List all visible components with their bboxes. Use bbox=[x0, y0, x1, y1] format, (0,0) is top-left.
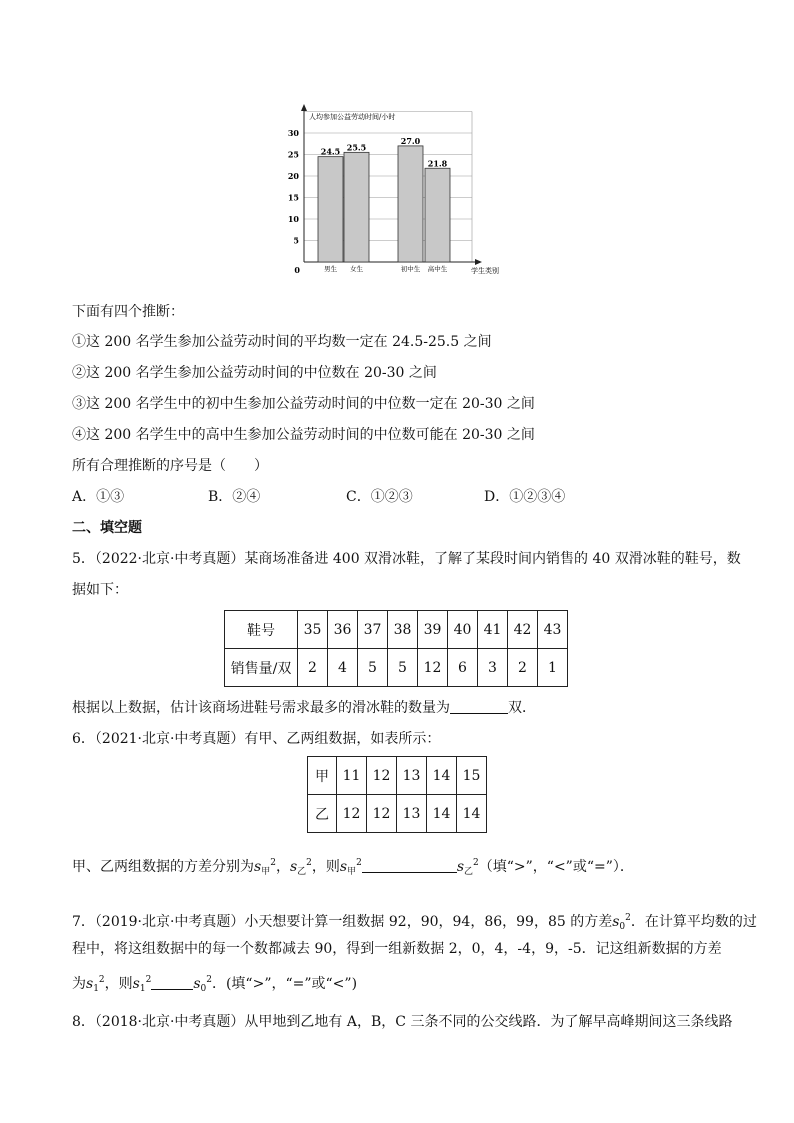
q6-cell: 13 bbox=[397, 795, 427, 833]
q6-row-yi bbox=[308, 795, 487, 833]
q8-line-1: 8．（2018·北京·中考真题）从甲地到乙地有 A，B，C 三条不同的公交线路．为了解早高峰期间这三条线路 bbox=[72, 1014, 733, 1030]
q6-cell: 14 bbox=[457, 795, 487, 833]
q5-cell: 12 bbox=[418, 649, 448, 687]
q4-option-c[interactable]: C．①②③ bbox=[346, 489, 413, 505]
q4-option-d[interactable]: D．①②③④ bbox=[484, 489, 566, 505]
q5-cell: 40 bbox=[448, 611, 478, 649]
y-tick-label: 10 bbox=[287, 214, 299, 224]
q7-answer-blank[interactable] bbox=[151, 975, 193, 990]
q6-text-a: 甲、乙两组数据的方差分别为 bbox=[72, 859, 254, 875]
q7-sub-1: 1 bbox=[93, 984, 99, 994]
q7-line-3 bbox=[72, 970, 357, 999]
q6-s: s bbox=[289, 859, 298, 875]
q7-text-1b: ．在计算平均数的过 bbox=[630, 914, 757, 930]
q6-cell: 15 bbox=[457, 757, 487, 795]
q5-table bbox=[224, 610, 568, 687]
q4-statement-4: ④这 200 名学生中的高中生参加公益劳动时间的中位数可能在 20-30 之间 bbox=[72, 427, 535, 443]
q7-sub-0: 0 bbox=[200, 984, 207, 994]
q6-cell: 乙 bbox=[308, 795, 337, 833]
q6-row-jia bbox=[308, 757, 487, 795]
q7-sup: 2 bbox=[625, 913, 631, 923]
x-axis-arrow bbox=[475, 259, 482, 265]
q6-sub-jia: 甲 bbox=[347, 867, 357, 877]
q4-ask: 所有合理推断的序号是（ ） bbox=[72, 458, 268, 474]
q7-text-1a: 7．（2019·北京·中考真题）小天想要计算一组数据 92，90，94，86，99，85 的方差 bbox=[72, 914, 613, 930]
q5-cell: 鞋号 bbox=[225, 611, 298, 649]
q5-data-row bbox=[225, 649, 568, 687]
category-labels bbox=[324, 264, 448, 273]
q4-option-b[interactable]: B．②④ bbox=[208, 489, 261, 505]
q6-fill-hint: （填“>”，“<”或“=”）． bbox=[478, 859, 634, 875]
q7-s: s bbox=[86, 976, 94, 992]
y-tick-labels bbox=[288, 128, 301, 275]
q6-cell: 13 bbox=[397, 757, 427, 795]
q7-sub-0: 0 bbox=[619, 922, 626, 932]
y-tick-label: 20 bbox=[287, 171, 299, 181]
q7-line-2: 程中，将这组数据中的每一个数都减去 90，得到一组新数据 2，0，4，-4，9，-5．记这组新数据的方差 bbox=[72, 941, 722, 957]
q4-statement-1: ①这 200 名学生参加公益劳动时间的平均数一定在 24.5-25.5 之间 bbox=[72, 334, 492, 350]
bar bbox=[398, 146, 423, 262]
q6-cell: 14 bbox=[427, 795, 457, 833]
q6-answer-line bbox=[72, 853, 634, 882]
bar bbox=[344, 152, 369, 262]
q6-cell: 12 bbox=[337, 795, 367, 833]
q7-text-3a: 为 bbox=[72, 976, 86, 992]
q5-cell: 39 bbox=[418, 611, 448, 649]
q6-line-1: 6．（2021·北京·中考真题）有甲、乙两组数据，如表所示： bbox=[72, 731, 441, 747]
q7-text-3c: ．(填“>”，“=”或“<”) bbox=[211, 976, 358, 992]
y-tick-label: 5 bbox=[293, 235, 299, 246]
q5-cell: 37 bbox=[358, 611, 388, 649]
bar bbox=[425, 168, 450, 262]
q6-comma: ， bbox=[275, 859, 290, 875]
chart-title: 人均参加公益劳动时间/小时 bbox=[309, 113, 396, 121]
q6-sup: 2 bbox=[356, 858, 362, 868]
q5-answer-suffix: 双． bbox=[508, 700, 536, 716]
q6-cell: 11 bbox=[337, 757, 367, 795]
q7-sup: 2 bbox=[98, 975, 105, 985]
q5-cell: 2 bbox=[508, 649, 538, 687]
q6-sub-jia: 甲 bbox=[261, 867, 271, 877]
q6-s: s bbox=[339, 859, 348, 875]
q7-text-3b: ，则 bbox=[104, 976, 133, 992]
q5-line-2: 据如下： bbox=[72, 582, 128, 598]
q7-sup: 2 bbox=[145, 975, 152, 985]
q4-option-a[interactable]: A．①③ bbox=[72, 489, 125, 505]
q6-then: ，则 bbox=[311, 859, 340, 875]
q6-table bbox=[307, 756, 487, 833]
q6-sub-yi: 乙 bbox=[297, 867, 307, 877]
q5-cell: 销售量/双 bbox=[225, 649, 298, 687]
q6-sub-yi: 乙 bbox=[464, 867, 474, 877]
q6-answer-blank[interactable] bbox=[362, 858, 457, 873]
q5-cell: 5 bbox=[358, 649, 388, 687]
x-axis-label: 学生类别 bbox=[471, 267, 499, 275]
q6-sup: 2 bbox=[473, 858, 479, 868]
q4-statement-3: ③这 200 名学生中的初中生参加公益劳动时间的中位数一定在 20-30 之间 bbox=[72, 396, 535, 412]
q5-cell: 1 bbox=[538, 649, 568, 687]
q7-s: s bbox=[132, 976, 140, 992]
q7-sup: 2 bbox=[206, 975, 212, 985]
q6-s: s bbox=[254, 859, 262, 875]
q6-cell: 12 bbox=[367, 757, 397, 795]
value-label: 25.5 bbox=[346, 142, 367, 153]
q7-sub-1: 1 bbox=[139, 984, 146, 994]
q5-cell: 5 bbox=[388, 649, 418, 687]
value-label: 27.0 bbox=[400, 135, 421, 146]
section-heading: 二、填空题 bbox=[72, 520, 142, 536]
y-axis-arrow bbox=[301, 104, 307, 111]
q6-sup: 2 bbox=[270, 858, 276, 868]
q4-intro: 下面有四个推断： bbox=[72, 304, 184, 320]
q6-sup: 2 bbox=[306, 858, 312, 868]
q5-cell: 4 bbox=[328, 649, 358, 687]
q4-statement-2: ②这 200 名学生参加公益劳动时间的中位数在 20-30 之间 bbox=[72, 365, 437, 381]
q5-cell: 2 bbox=[298, 649, 328, 687]
q5-header-row bbox=[225, 611, 568, 649]
q5-cell: 6 bbox=[448, 649, 478, 687]
category-label: 初中生 bbox=[400, 265, 421, 273]
value-label: 21.8 bbox=[427, 158, 448, 169]
value-label: 24.5 bbox=[320, 146, 341, 157]
y-tick-label: 30 bbox=[287, 128, 299, 138]
q5-line-1: 5．（2022·北京·中考真题）某商场准备进 400 双滑冰鞋，了解了某段时间内销售的 40 双滑冰鞋的鞋号，数 bbox=[72, 551, 741, 567]
q5-cell: 43 bbox=[538, 611, 568, 649]
q5-cell: 42 bbox=[508, 611, 538, 649]
q5-cell: 36 bbox=[328, 611, 358, 649]
q5-cell: 35 bbox=[298, 611, 328, 649]
category-label: 男生 bbox=[324, 265, 337, 273]
q6-cell: 甲 bbox=[308, 757, 337, 795]
q6-cell: 14 bbox=[427, 757, 457, 795]
q7-s: s bbox=[612, 914, 620, 930]
y-tick-label: 15 bbox=[287, 192, 299, 203]
y-tick-label: 25 bbox=[287, 149, 299, 160]
q5-cell: 3 bbox=[478, 649, 508, 687]
q5-cell: 38 bbox=[388, 611, 418, 649]
q5-cell: 41 bbox=[478, 611, 508, 649]
q5-answer-line bbox=[72, 698, 536, 718]
q6-s: s bbox=[456, 859, 464, 875]
q6-cell: 12 bbox=[367, 795, 397, 833]
q7-line-1 bbox=[72, 908, 757, 937]
q5-answer-prefix: 根据以上数据，估计该商场进鞋号需求最多的滑冰鞋的数量为 bbox=[72, 700, 450, 716]
q5-answer-blank[interactable] bbox=[450, 699, 508, 714]
q7-s: s bbox=[193, 976, 201, 992]
category-label: 高中生 bbox=[427, 265, 448, 273]
y-tick-label: 0 bbox=[294, 265, 300, 275]
bar-chart bbox=[282, 104, 512, 280]
category-label: 女生 bbox=[350, 265, 363, 273]
bar bbox=[318, 157, 343, 262]
